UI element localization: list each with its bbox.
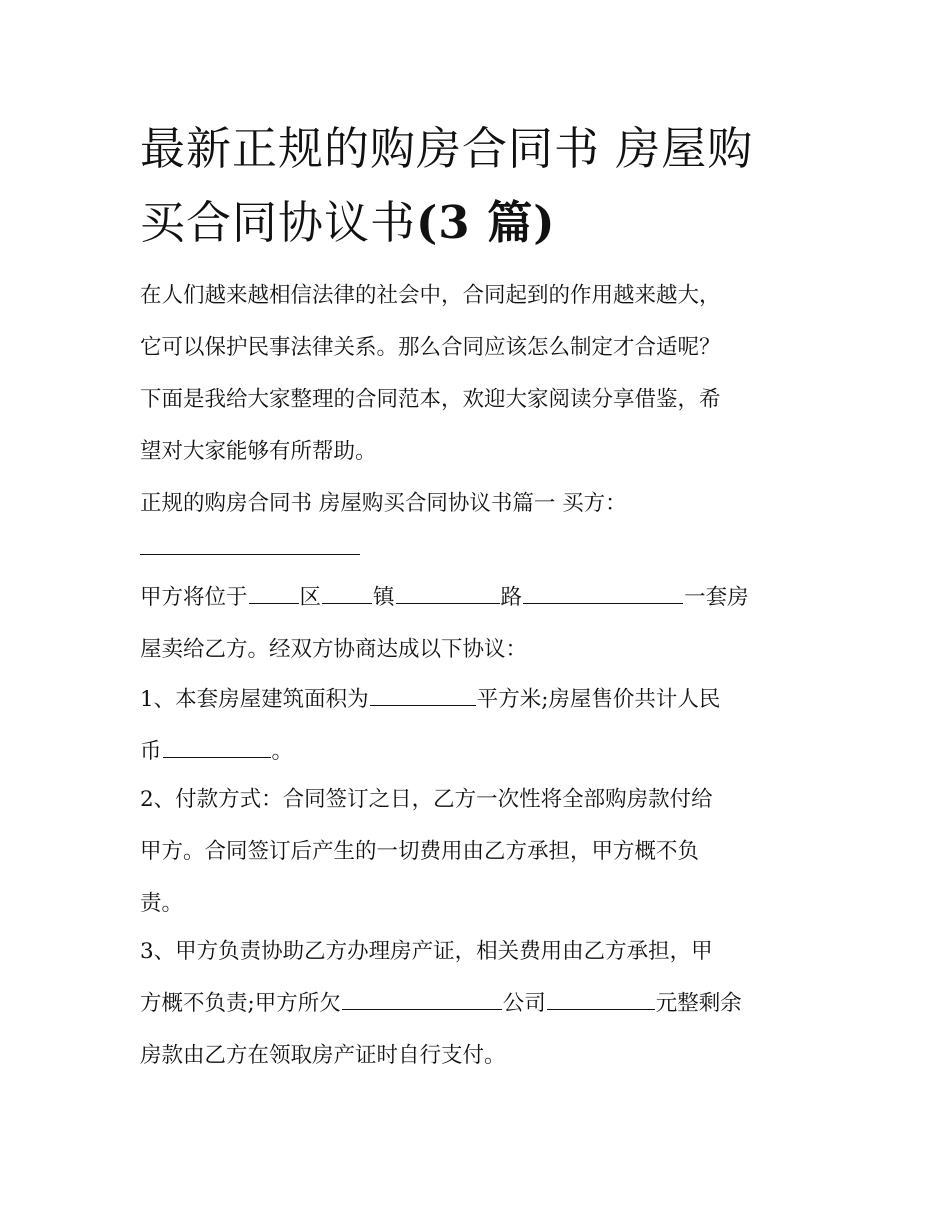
intro-paragraph <box>140 270 820 478</box>
area-blank <box>370 683 476 706</box>
town-blank <box>322 581 372 604</box>
title-line-1: 最新正规的购房合同书 房屋购 <box>140 122 754 175</box>
title-line-2: 买合同协议书 <box>140 196 417 249</box>
clause-1: 1、本套房屋建筑面积为 平方米;房屋售价共计人民 币 。 <box>140 674 820 778</box>
company-blank <box>342 987 502 1010</box>
intro-line: 它可以保护民事法律关系。那么合同应该怎么制定才合适呢？ <box>140 335 721 360</box>
clause-2: 2、付款方式：合同签订之日，乙方一次性将全部购房款付给 甲方。合同签订后产生的一切费用由乙方承担，甲方概不负 责。 <box>140 787 713 916</box>
price-blank <box>163 735 271 758</box>
title-count: (3 篇) <box>416 196 556 249</box>
clause-location: 甲方将位于 区 镇 路 一套房 屋卖给乙方。经双方协商达成以下协议： <box>140 572 820 676</box>
amount-blank <box>547 987 655 1010</box>
intro-line: 在人们越来越相信法律的社会中，合同起到的作用越来越大， <box>140 283 721 308</box>
road-blank <box>396 581 500 604</box>
document-title <box>140 112 840 260</box>
address-blank <box>523 581 683 604</box>
buyer-blank-line <box>140 554 360 555</box>
intro-line: 望对大家能够有所帮助。 <box>140 439 377 464</box>
section-heading: 正规的购房合同书 房屋购买合同协议书篇一 买方： <box>140 491 627 516</box>
clause-3: 3、甲方负责协助乙方办理房产证，相关费用由乙方承担，甲 方概不负责;甲方所欠 公司 元整剩余 房款由乙方在领取房产证时自行支付。 <box>140 939 742 1068</box>
district-blank <box>249 581 299 604</box>
intro-line: 下面是我给大家整理的合同范本，欢迎大家阅读分享借鉴，希 <box>140 387 721 412</box>
